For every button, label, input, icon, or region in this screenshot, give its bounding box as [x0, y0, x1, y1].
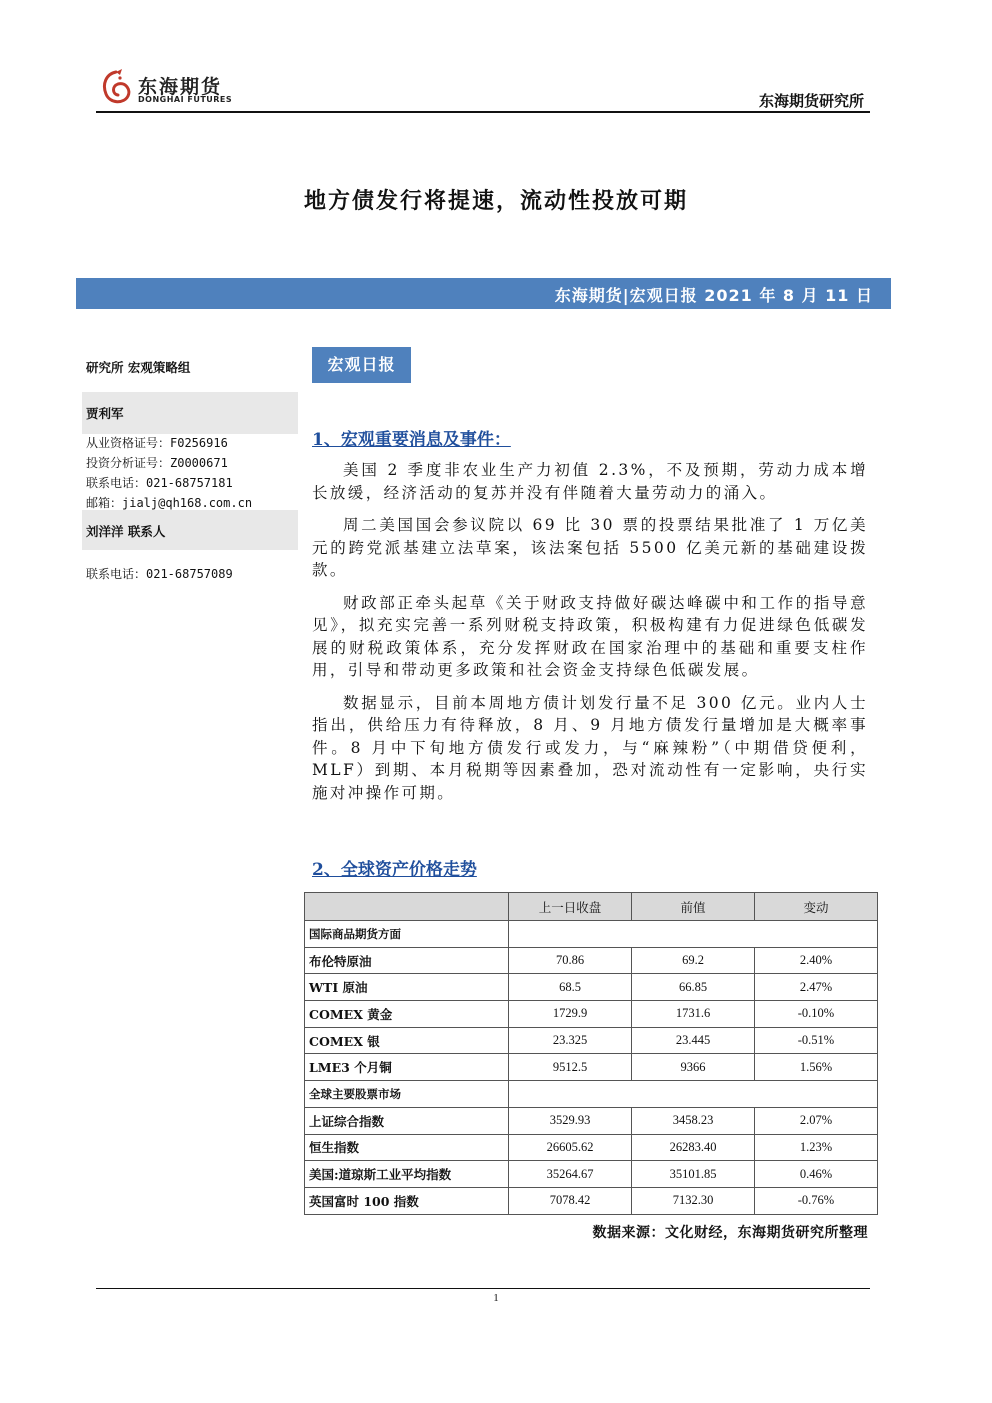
- prev-value: 23.445: [632, 1027, 755, 1054]
- table-group-row: [305, 1081, 878, 1108]
- asset-name: WTI 原油: [305, 974, 509, 1001]
- page-number: 1: [493, 1292, 499, 1304]
- prev-value: 69.2: [632, 947, 755, 974]
- last-close: 68.5: [509, 974, 632, 1001]
- change-pct: 2.07%: [755, 1107, 878, 1134]
- group-filler: [509, 921, 878, 948]
- header-org-name: 东海期货研究所: [758, 92, 864, 110]
- prev-value: 26283.40: [632, 1134, 755, 1161]
- prev-value: 1731.6: [632, 1001, 755, 1028]
- table-row: [305, 1107, 878, 1134]
- paragraph: 周二美国国会参议院以 69 比 30 票的投票结果批准了 1 万亿美元的跨党派基建立法草案，该法案包括 5500 亿美元新的基础建设拨款。: [312, 516, 868, 579]
- prev-value: 3458.23: [632, 1107, 755, 1134]
- table-row: [305, 1027, 878, 1054]
- data-source-note: 数据来源：文化财经，东海期货研究所整理: [592, 1225, 868, 1241]
- analyst1-invest-cert: 投资分析证号：Z0000671: [86, 456, 228, 470]
- header-divider: [96, 111, 870, 113]
- change-pct: 2.47%: [755, 974, 878, 1001]
- footer-divider: [96, 1288, 870, 1289]
- logo-text-cn: 东海期货: [138, 76, 223, 98]
- paragraph: 美国 2 季度非农业生产力初值 2.3%，不及预期，劳动力成本增长放缓，经济活动的复苏并没有伴随着大量劳动力的涌入。: [312, 461, 868, 502]
- banner-text: 东海期货|宏观日报 2021 年 8 月 11 日: [554, 286, 873, 305]
- group-label: 全球主要股票市场: [305, 1081, 509, 1108]
- prev-value: 9366: [632, 1054, 755, 1081]
- asset-name: LME3 个月铜: [305, 1054, 509, 1081]
- section-tag: 宏观日报: [312, 347, 411, 383]
- company-logo: [98, 68, 238, 112]
- group-label: 国际商品期货方面: [305, 921, 509, 948]
- paragraph: 数据显示，目前本周地方债计划发行量不足 300 亿元。业内人士指出，供给压力有待释放，8 月、9 月地方债发行量增加是大概率事件。8 月中下旬地方债发行或发力，与“麻辣粉”（中期借贷便利，MLF）到期、本月税期等因素叠加，恐对流动性有一定影响，央行实施对冲操作可期。: [312, 693, 868, 802]
- column-header: 前值: [632, 893, 755, 921]
- report-title: 地方债发行将提速，流动性投放可期: [303, 188, 688, 214]
- change-pct: 1.23%: [755, 1134, 878, 1161]
- section1-heading: 1、宏观重要消息及事件：: [312, 430, 511, 450]
- table-row: [305, 1161, 878, 1188]
- last-close: 70.86: [509, 947, 632, 974]
- last-close: 3529.93: [509, 1107, 632, 1134]
- asset-name: COMEX 银: [305, 1027, 509, 1054]
- sidebar-dept: 研究所 宏观策略组: [86, 360, 191, 375]
- table-row: [305, 974, 878, 1001]
- analyst1-email: 邮箱：jialj@qh168.com.cn: [86, 496, 253, 510]
- sidebar-analyst2-block: [82, 510, 298, 550]
- asset-name: 英国富时 100 指数: [305, 1187, 509, 1214]
- table-row: [305, 1054, 878, 1081]
- last-close: 1729.9: [509, 1001, 632, 1028]
- asset-name: COMEX 黄金: [305, 1001, 509, 1028]
- section1-body: [312, 459, 868, 804]
- change-pct: 2.40%: [755, 947, 878, 974]
- asset-name: 布伦特原油: [305, 947, 509, 974]
- change-pct: -0.76%: [755, 1187, 878, 1214]
- logo-text-en: DONGHAI FUTURES: [138, 95, 233, 104]
- column-header: 上一日收盘: [509, 893, 632, 921]
- column-header: 变动: [755, 893, 878, 921]
- paragraph: 财政部正牵头起草《关于财政支持做好碳达峰碳中和工作的指导意见》，拟充实完善一系列财税支持政策，积极构建有力促进绿色低碳发展的财税政策体系，充分发挥财政在国家治理中的基础和重要支柱作用，引导和带动更多政策和社会资金支持绿色低碳发展。: [312, 593, 868, 679]
- asset-name: 美国:道琼斯工业平均指数: [305, 1161, 509, 1188]
- change-pct: 1.56%: [755, 1054, 878, 1081]
- table-header-blank: [305, 893, 509, 921]
- analyst2-name: 刘洋洋 联系人: [86, 524, 166, 539]
- asset-name: 恒生指数: [305, 1134, 509, 1161]
- last-close: 9512.5: [509, 1054, 632, 1081]
- change-pct: 0.46%: [755, 1161, 878, 1188]
- prev-value: 35101.85: [632, 1161, 755, 1188]
- analyst1-details: [82, 433, 298, 513]
- table-row: [305, 1134, 878, 1161]
- analyst2-phone: 联系电话：021-68757089: [86, 567, 233, 581]
- prev-value: 66.85: [632, 974, 755, 1001]
- last-close: 35264.67: [509, 1161, 632, 1188]
- last-close: 7078.42: [509, 1187, 632, 1214]
- last-close: 23.325: [509, 1027, 632, 1054]
- table-row: [305, 1001, 878, 1028]
- dragon-logo-icon: [98, 68, 134, 108]
- last-close: 26605.62: [509, 1134, 632, 1161]
- report-banner: [76, 278, 891, 309]
- section2-heading: 2、全球资产价格走势: [312, 860, 477, 880]
- prev-value: 7132.30: [632, 1187, 755, 1214]
- table-header-row: [305, 893, 878, 921]
- sidebar-analyst1-block: [82, 392, 298, 434]
- analyst1-name: 贾利军: [86, 406, 124, 421]
- change-pct: -0.10%: [755, 1001, 878, 1028]
- table-group-row: [305, 921, 878, 948]
- asset-price-table: [304, 892, 878, 1215]
- table-row: [305, 947, 878, 974]
- change-pct: -0.51%: [755, 1027, 878, 1054]
- table-row: [305, 1187, 878, 1214]
- analyst1-phone: 联系电话：021-68757181: [86, 476, 233, 490]
- asset-name: 上证综合指数: [305, 1107, 509, 1134]
- group-filler: [509, 1081, 878, 1108]
- analyst1-cert: 从业资格证号：F0256916: [86, 436, 228, 450]
